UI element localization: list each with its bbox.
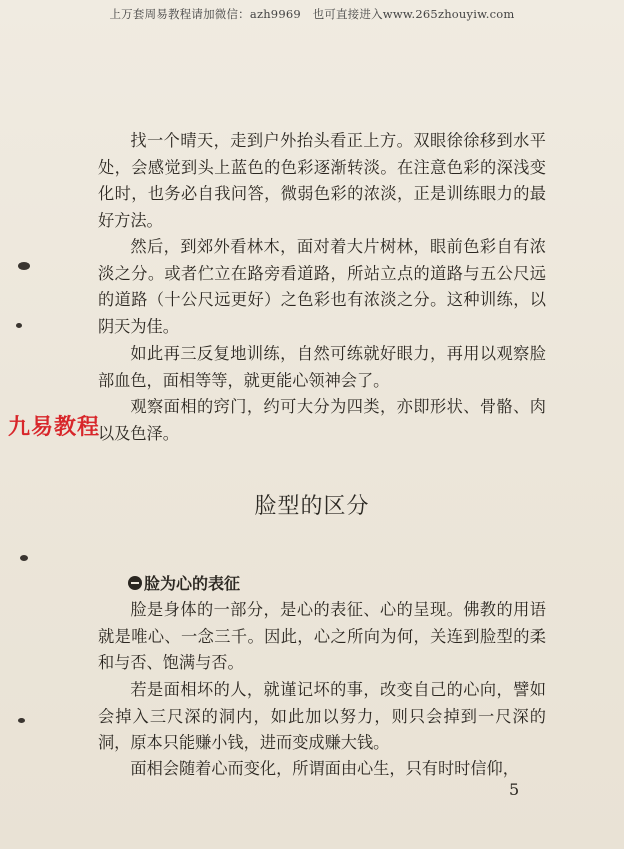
watermark-header: 上万套周易教程请加微信：azh9969 也可直接进入www.265zhouyiw.com <box>109 7 515 21</box>
watermark-logo: 九易教程 <box>8 415 101 440</box>
section-title: 脸型的区分 <box>254 494 370 519</box>
binding-hole <box>16 323 22 328</box>
page-number: 5 <box>509 780 520 799</box>
paragraph-4: 观察面相的窍门，约可大分为四类，亦即形状、骨骼、肉以及色泽。 <box>98 397 546 443</box>
paragraph-7: 面相会随着心而变化，所谓面由心生，只有时时信仰， <box>130 759 519 778</box>
paragraph-1: 找一个晴天，走到户外抬头看正上方。双眼徐徐移到水平处，会感觉到头上蓝色的色彩逐渐转淡。在注意色彩的深浅变化时，也务必自我问答，微弱色彩的浓淡，正是训练眼力的最好方法。 <box>98 131 546 230</box>
binding-hole <box>18 262 30 270</box>
paragraph-3: 如此再三反复地训练，自然可练就好眼力，再用以观察脸部血色，面相等等，就更能心领神会了。 <box>98 344 546 390</box>
paragraph-6: 若是面相坏的人，就谨记坏的事，改变自己的心向，譬如会掉入三尺深的洞内，如此加以努力，则只会掉到一尺深的洞，原本只能赚小钱，进而变成赚大钱。 <box>98 680 546 753</box>
paragraph-5: 脸是身体的一部分，是心的表征、心的呈现。佛教的用语就是唯心、一念三千。因此，心之所向为何，关连到脸型的柔和与否、饱满与否。 <box>98 600 546 673</box>
subhead <box>128 571 240 594</box>
bullet-icon <box>128 576 142 590</box>
subhead-label: 脸为心的表征 <box>144 574 241 593</box>
paragraph-2: 然后，到郊外看林木，面对着大片树林，眼前色彩自有浓淡之分。或者伫立在路旁看道路，所站立点的道路与五公尺远的道路（十公尺远更好）之色彩也有浓淡之分。这种训练，以阴天为佳。 <box>98 237 546 336</box>
binding-hole <box>18 718 25 723</box>
binding-hole <box>20 555 28 561</box>
